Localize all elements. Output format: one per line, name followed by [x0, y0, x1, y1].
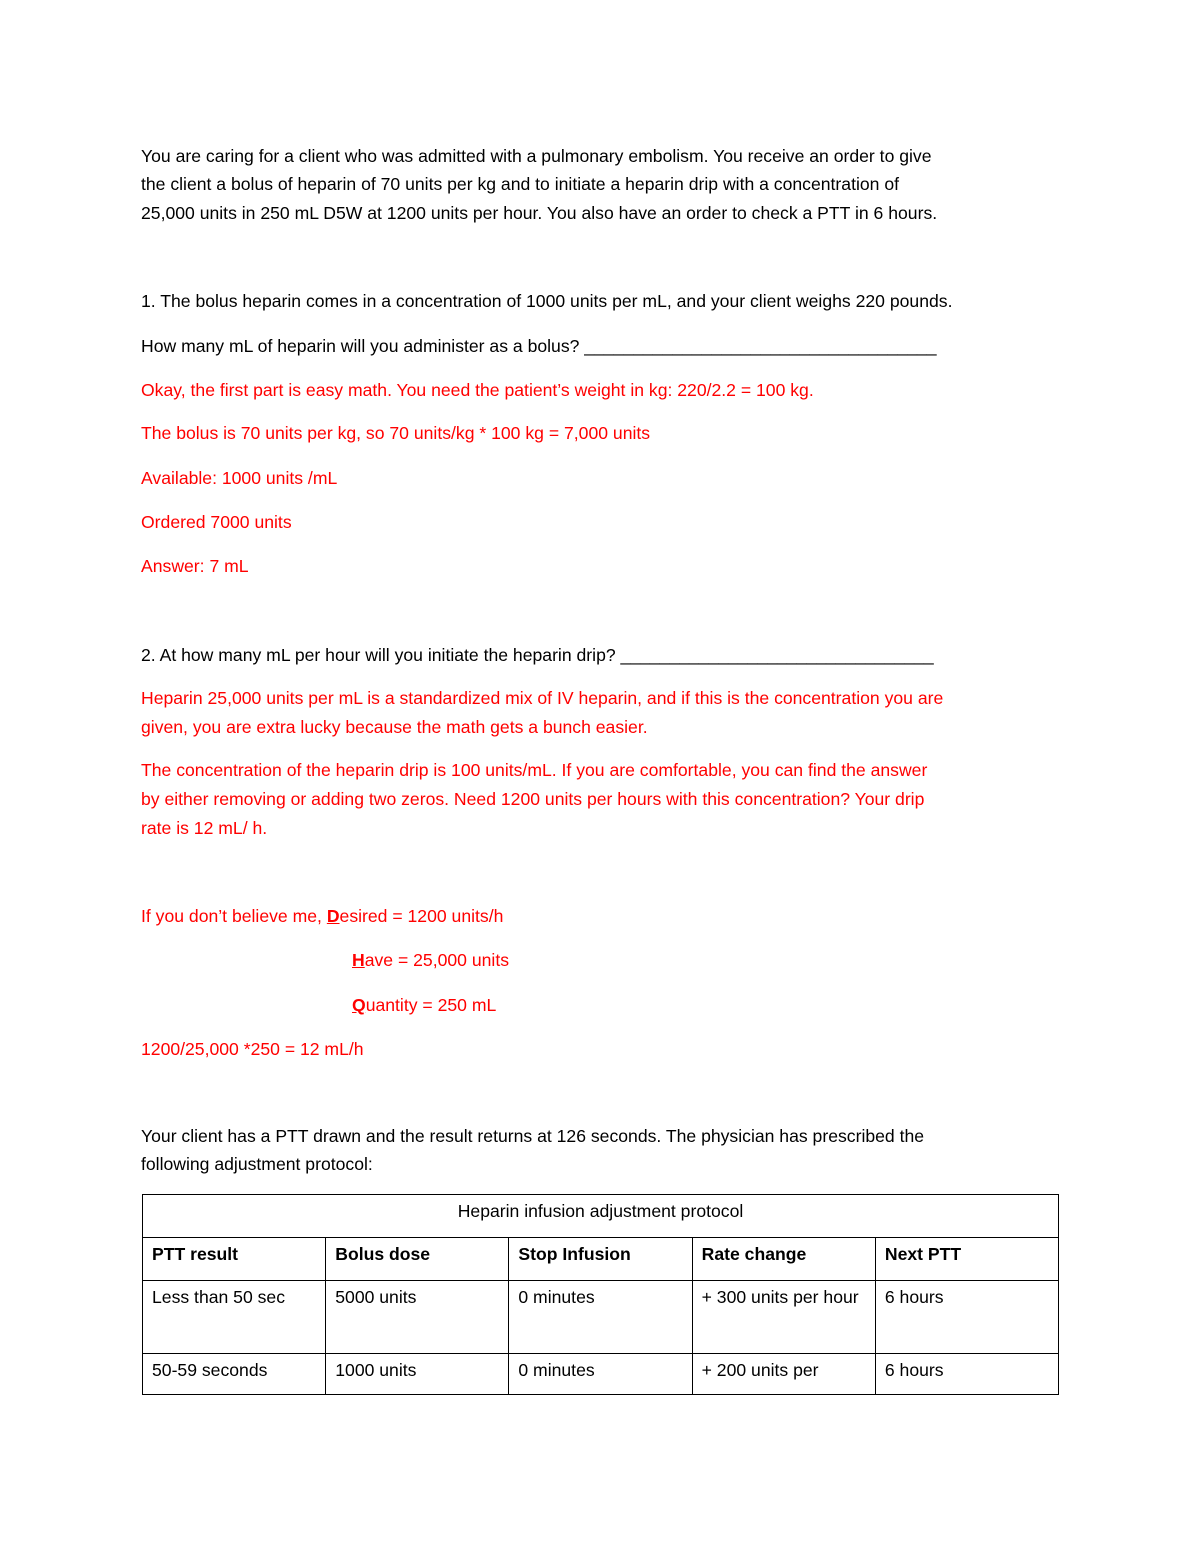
answer-1-line-1: Okay, the first part is easy math. You need the patient’s weight in kg: 220/2.2 = 100 kg. [141, 380, 814, 400]
formula-quantity [352, 994, 496, 1016]
table-cell: Less than 50 sec [143, 1281, 326, 1354]
answer-2-para1-line-2: given, you are extra lucky because the math gets a bunch easier. [141, 717, 648, 737]
intro-line-2: the client a bolus of heparin of 70 units per kg and to initiate a heparin drip with a concentration of [141, 174, 899, 194]
formula-quantity-rest: uantity = 250 mL [365, 995, 497, 1015]
table-cell: + 200 units per [692, 1354, 875, 1395]
header-rate-change: Rate change [692, 1238, 875, 1281]
question-1-prompt: 1. The bolus heparin comes in a concentration of 1000 units per mL, and your client weighs 220 pounds. [141, 291, 953, 311]
table-cell: 1000 units [326, 1354, 509, 1395]
ptt-line-1: Your client has a PTT drawn and the result returns at 126 seconds. The physician has prescribed the [141, 1126, 925, 1146]
table-cell: 6 hours [875, 1354, 1058, 1395]
answer-2-para2-line-3: rate is 12 mL/ h. [141, 818, 268, 838]
formula-have-letter: H [352, 950, 365, 970]
header-stop-infusion: Stop Infusion [509, 1238, 692, 1281]
answer-1-line-4: Ordered 7000 units [141, 512, 292, 532]
header-ptt-result: PTT result [143, 1238, 326, 1281]
answer-2-para2-line-1: The concentration of the heparin drip is 100 units/mL. If you are comfortable, you can find the answer [141, 760, 928, 780]
formula-result: 1200/25,000 *250 = 12 mL/h [141, 1039, 364, 1059]
formula-desired [141, 905, 503, 927]
question-1-question: How many mL of heparin will you administer as a bolus? ____________________________________ [141, 336, 937, 356]
table-cell: 5000 units [326, 1281, 509, 1354]
formula-have [352, 949, 509, 971]
answer-1-line-3: Available: 1000 units /mL [141, 468, 338, 488]
question-2-question: 2. At how many mL per hour will you initiate the heparin drip? ________________________________ [141, 645, 934, 665]
table-cell: 50-59 seconds [143, 1354, 326, 1395]
heparin-protocol-table [142, 1194, 1059, 1395]
table-row [143, 1281, 1059, 1354]
table-caption: Heparin infusion adjustment protocol [143, 1195, 1059, 1238]
formula-desired-letter: D [326, 906, 340, 926]
table-cell: 0 minutes [509, 1281, 692, 1354]
table-row [143, 1354, 1059, 1395]
header-bolus-dose: Bolus dose [326, 1238, 509, 1281]
answer-2-para1-line-1: Heparin 25,000 units per mL is a standardized mix of IV heparin, and if this is the concentration you are [141, 688, 944, 708]
answer-1-line-2: The bolus is 70 units per kg, so 70 units/kg * 100 kg = 7,000 units [141, 423, 651, 443]
table-cell: 0 minutes [509, 1354, 692, 1395]
formula-prefix: If you don’t believe me, [141, 906, 327, 926]
formula-have-rest: ave = 25,000 units [364, 950, 509, 970]
table-cell: + 300 units per hour [692, 1281, 875, 1354]
intro-line-3: 25,000 units in 250 mL D5W at 1200 units per hour. You also have an order to check a PTT in 6 hours. [141, 203, 938, 223]
intro-line-1: You are caring for a client who was admitted with a pulmonary embolism. You receive an order to give [141, 146, 932, 166]
answer-1-line-5: Answer: 7 mL [141, 556, 249, 576]
formula-desired-rest: esired = 1200 units/h [339, 906, 504, 926]
table-cell: 6 hours [875, 1281, 1058, 1354]
ptt-line-2: following adjustment protocol: [141, 1154, 373, 1174]
answer-2-para2-line-2: by either removing or adding two zeros. Need 1200 units per hours with this concentration? Your drip [141, 789, 925, 809]
table-header-row [143, 1238, 1059, 1281]
formula-quantity-letter: Q [352, 995, 366, 1015]
header-next-ptt: Next PTT [875, 1238, 1058, 1281]
